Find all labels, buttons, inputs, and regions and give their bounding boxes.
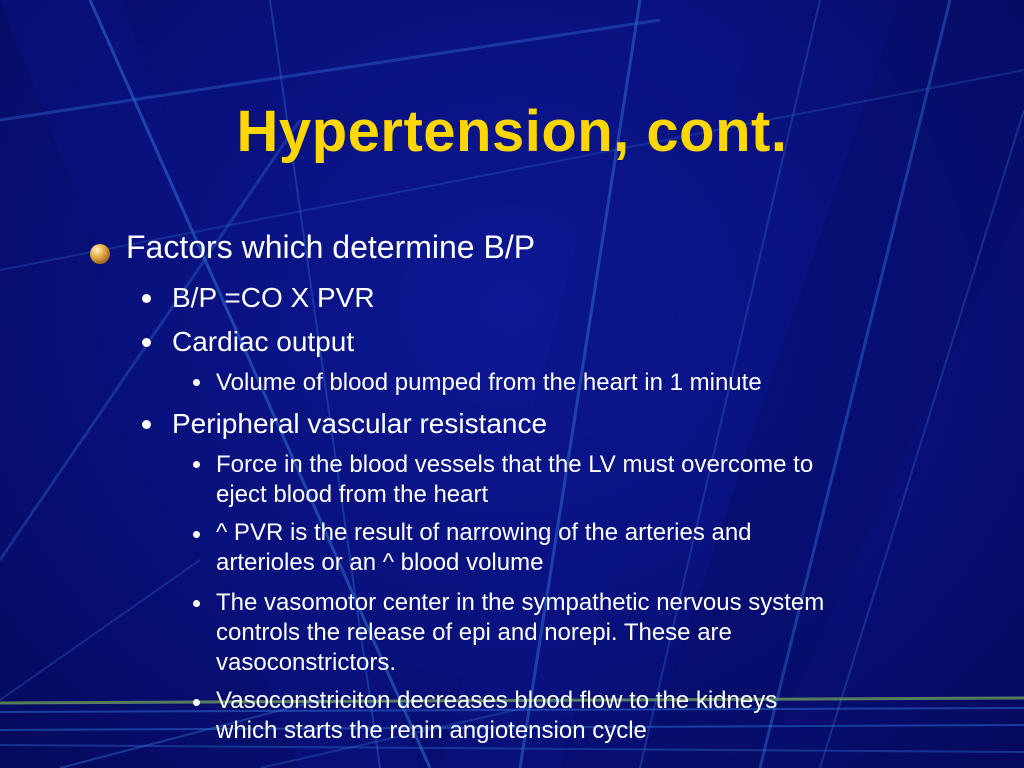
bullet-peripheral-vascular-resistance: Peripheral vascular resistance (172, 408, 548, 439)
bullet-cardiac-output-definition: Volume of blood pumped from the heart in 1 minute (216, 369, 762, 396)
dot-bullet-icon (193, 531, 200, 538)
bullet-vasomotor-line3: vasoconstrictors. (216, 649, 397, 676)
bullet-pvr-definition-line2: eject blood from the heart (216, 481, 489, 508)
bullet-vasomotor-line1: The vasomotor center in the sympathetic nervous system (216, 589, 825, 616)
dot-bullet-icon (193, 379, 200, 386)
bullet-cardiac-output: Cardiac output (172, 326, 355, 357)
bullet-pvr-cause-line1: ^ PVR is the result of narrowing of the arteries and (216, 519, 752, 546)
bullet-kidney-line1: Vasoconstriciton decreases blood flow to the kidneys (216, 687, 778, 714)
dot-bullet-icon (142, 294, 151, 303)
bullet-pvr-cause-line2: arterioles or an ^ blood volume (216, 549, 544, 576)
bullet-bp-formula: B/P =CO X PVR (172, 282, 375, 313)
sphere-bullet-icon (90, 244, 110, 264)
bullet-kidney-line2: which starts the renin angiotension cycle (216, 717, 647, 744)
dot-bullet-icon (193, 699, 200, 706)
bullet-factors-heading: Factors which determine B/P (126, 229, 536, 265)
slide-title: Hypertension, cont. (236, 99, 788, 164)
dot-bullet-icon (193, 600, 200, 607)
bullet-pvr-definition-line1: Force in the blood vessels that the LV must overcome to (216, 451, 814, 478)
dot-bullet-icon (193, 461, 200, 468)
bullet-vasomotor-line2: controls the release of epi and norepi. These are (216, 619, 732, 646)
dot-bullet-icon (142, 420, 151, 429)
dot-bullet-icon (142, 338, 151, 347)
